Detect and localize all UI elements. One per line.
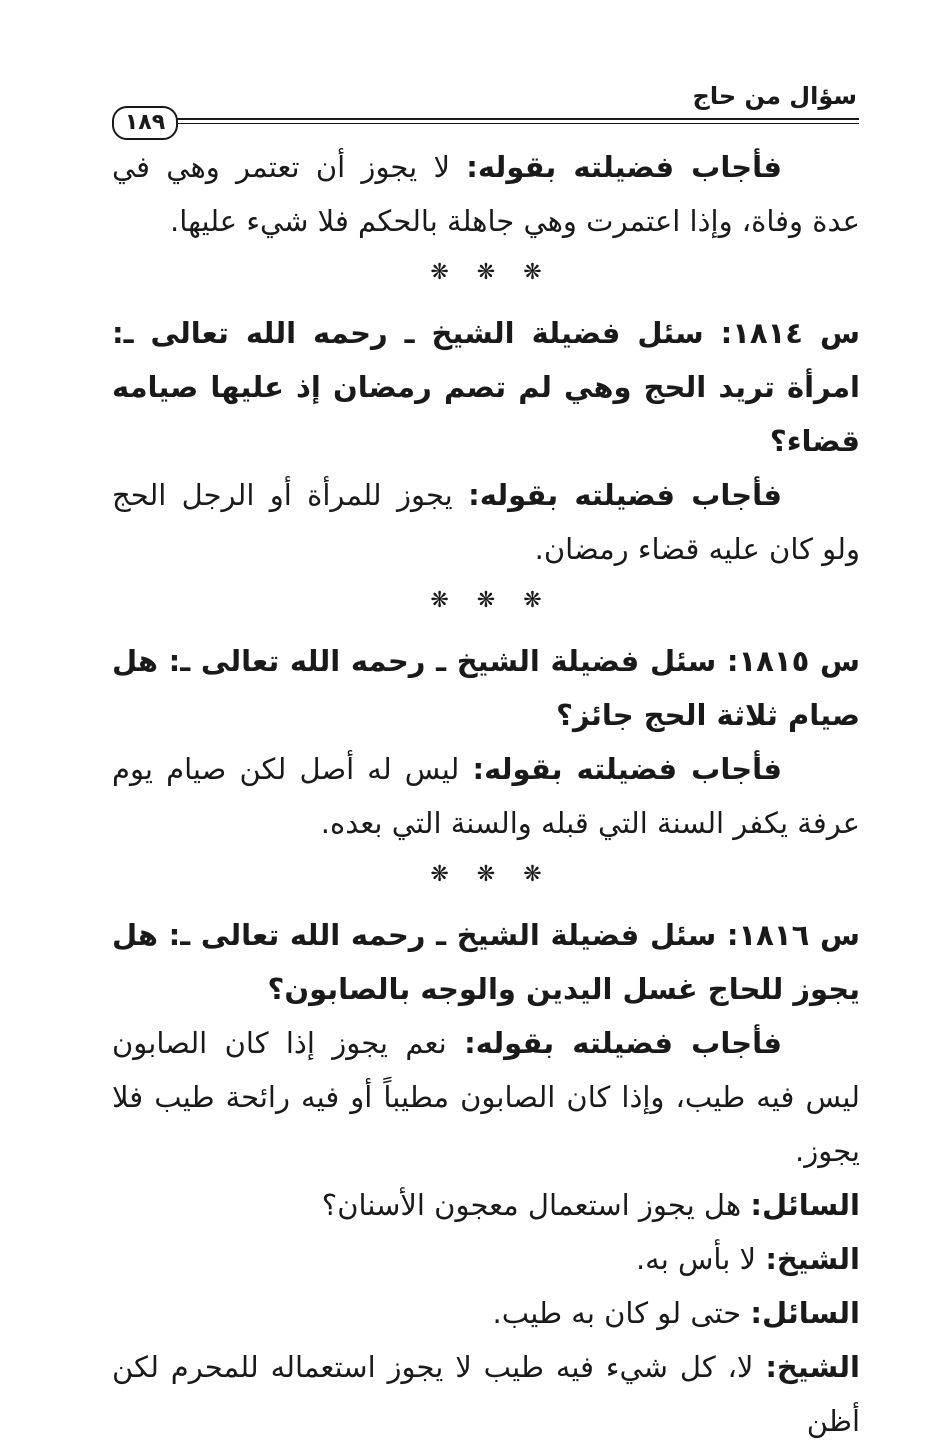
asterism-icon: ❋ xyxy=(476,588,496,613)
speaker-label: الشيخ: xyxy=(765,1242,860,1276)
answer-label: فأجاب فضيلته بقوله: xyxy=(466,150,782,184)
question-paragraph: س ١٨١٥: سئل فضيلة الشيخ ـ رحمه الله تعالى ـ: هل صيام ثلاثة الحج جائز؟ xyxy=(112,644,860,732)
answer-label: فأجاب فضيلته بقوله: xyxy=(472,752,782,786)
speaker-label: السائل: xyxy=(750,1188,860,1222)
dialogue-line xyxy=(112,1178,860,1232)
dialogue-line xyxy=(112,1286,860,1340)
asterism-icon: ❋ xyxy=(476,260,496,285)
answer-text: ليس له أصل لكن صيام يوم عرفة يكفر السنة التي قبله والسنة التي بعده. xyxy=(112,752,860,840)
answer-paragraph xyxy=(112,468,860,576)
dialogue-text: لا بأس به. xyxy=(635,1242,766,1276)
page-body xyxy=(112,140,860,1448)
dialogue-text: حتى لو كان به طيب. xyxy=(492,1296,751,1330)
dialogue-text: هل يجوز استعمال معجون الأسنان؟ xyxy=(321,1188,751,1222)
answer-label: فأجاب فضيلته بقوله: xyxy=(468,478,783,512)
answer-paragraph xyxy=(112,1016,860,1178)
header-rule xyxy=(165,118,859,120)
header-rule-thin xyxy=(165,123,859,124)
dialogue-line xyxy=(112,1340,860,1448)
asterism-icon: ❋ xyxy=(430,260,449,285)
answer-text: نعم يجوز إذا كان الصابون ليس فيه طيب، وإذا كان الصابون مطيباً أو فيه رائحة طيب فلا يجوز. xyxy=(112,1026,860,1168)
answer-text: يجوز للمرأة أو الرجل الحج ولو كان عليه قضاء رمضان. xyxy=(112,478,860,566)
asterism-icon: ❋ xyxy=(523,260,542,285)
section-separator xyxy=(112,850,860,908)
answer-label: فأجاب فضيلته بقوله: xyxy=(464,1026,782,1060)
section-separator xyxy=(112,576,860,634)
question-paragraph: س ١٨١٦: سئل فضيلة الشيخ ـ رحمه الله تعالى ـ: هل يجوز للحاج غسل اليدين والوجه بالصابون؟ xyxy=(112,918,860,1006)
asterism-icon: ❋ xyxy=(430,588,449,613)
asterism-icon: ❋ xyxy=(523,862,542,887)
question-paragraph: س ١٨١٤: سئل فضيلة الشيخ ـ رحمه الله تعالى ـ: امرأة تريد الحج وهي لم تصم رمضان إذ عليها صيامه قضاء؟ xyxy=(112,316,860,458)
asterism-icon: ❋ xyxy=(430,862,449,887)
answer-paragraph xyxy=(112,742,860,850)
speaker-label: الشيخ: xyxy=(765,1350,860,1384)
asterism-icon: ❋ xyxy=(523,588,542,613)
dialogue-line xyxy=(112,1232,860,1286)
asterism-icon: ❋ xyxy=(476,862,496,887)
speaker-label: السائل: xyxy=(750,1296,860,1330)
dialogue-text: لا، كل شيء فيه طيب لا يجوز استعماله للمحرم لكن أظن xyxy=(112,1350,860,1438)
answer-paragraph xyxy=(112,140,860,248)
page-number: ١٨٩ xyxy=(112,106,178,140)
section-separator xyxy=(112,248,860,306)
answer-text: لا يجوز أن تعتمر وهي في عدة وفاة، وإذا اعتمرت وهي جاهلة بالحكم فلا شيء عليها. xyxy=(112,150,860,238)
running-title: سؤال من حاج xyxy=(692,82,857,110)
